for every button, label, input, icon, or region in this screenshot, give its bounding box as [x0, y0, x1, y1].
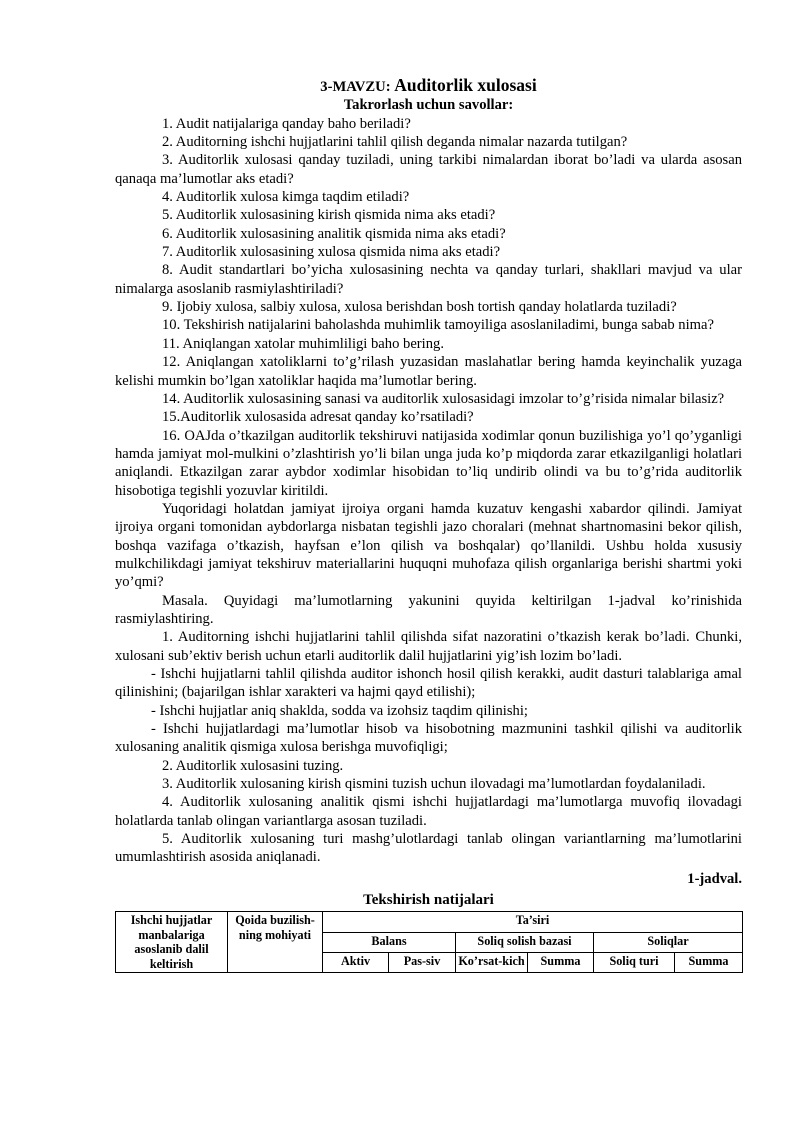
title-text: Auditorlik xulosasi [394, 75, 537, 95]
results-table [115, 911, 743, 973]
header-cell-asset: Aktiv [323, 953, 389, 973]
title-prefix: 3-MAVZU: [320, 79, 391, 95]
table-label: 1-jadval. [687, 870, 742, 887]
paragraph: 8. Audit standartlari bo’yicha xulosasining nechta va qanday turlari, shakllari mavjud va ular nimalarga asoslanib rasmiylashtiriladi? [115, 262, 742, 297]
paragraph: Yuqoridagi holatdan jamiyat ijroiya organi hamda kuzatuv kengashi xabardor qilindi. Jamiyat ijroiya organi tomonidan aybdorlarga nisbatan tegishli jazo choralari (mehnat shartnomasini bekor qilish, boshqa vazifaga o’tkazish, hayfsan e’lon qilish va boshqalar) qo’llanildi. Ushbu holda xususiy mulkchilikdagi jamiyat tekshiruv materiallarini huquqni muhofaza qilish organlariga berishi shartmi yoki yo’qmi? [115, 500, 742, 591]
header-cell-impact: Ta’siri [323, 912, 743, 932]
paragraph: 6. Auditorlik xulosasining analitik qismida nima aks etadi? [162, 225, 506, 242]
header-cell-violation: Qoida buzilish-ning mohiyati [228, 912, 323, 973]
paragraph: 1. Audit natijalariga qanday baho beriladi? [162, 115, 411, 132]
header-cell-taxes: Soliqlar [594, 932, 743, 952]
header-cell-tax-type: Soliq turi [594, 953, 675, 973]
header-cell-tax-base: Soliq solish bazasi [456, 932, 594, 952]
header-cell-tax-amount: Summa [675, 953, 743, 973]
paragraph: 4. Auditorlik xulosaning analitik qismi ishchi hujjatlardagi ma’lumotlarga muvofiq ilovadagi holatlarda tanlab olingan variantlarga asosan tuziladi. [115, 794, 742, 829]
bullet-paragraph: - Ishchi hujjatlar aniq shaklda, sodda va izohsiz taqdim qilinishi; [151, 702, 528, 719]
paragraph: Masala. Quyidagi ma’lumotlarning yakunini quyida keltirilgan 1-jadval ko’rinishida rasmiylashtiring. [115, 592, 742, 627]
paragraph: 7. Auditorlik xulosasining xulosa qismida nima aks etadi? [162, 244, 501, 261]
document-page [115, 76, 742, 973]
paragraph: 5. Auditorlik xulosasining kirish qismida nima aks etadi? [162, 207, 496, 224]
paragraph: 16. OAJda o’tkazilgan auditorlik tekshiruvi natijasida xodimlar qonun buzilishiga yo’l qo’yganligi hamda jamiyat mol-mulkini o’zlashtirish yo’li bilan unga juda ko’p miqdorda zarar etkazilganligi holatlari aniqlandi. Etkazilgan zarar aybdor xodimlar hisobidan to’liq undirib olindi va bu to’g’rida auditorlik hisobotiga tegishli yozuvlar kiritildi. [115, 427, 742, 499]
paragraph: 10. Tekshirish natijalarini baholashda muhimlik tamoyiliga asoslaniladimi, bunga sabab nima? [162, 317, 714, 334]
paragraph: 14. Auditorlik xulosasining sanasi va auditorlik xulosasidagi imzolar to’g’risida nimalar bilasiz? [162, 390, 725, 407]
paragraph: 12. Aniqlangan xatoliklarni to’g’rilash yuzasidan maslahatlar bering hamda keyinchalik yuzaga kelishi mumkin bo’lgan xatoliklar haqida ma’lumotlar bering. [115, 354, 742, 389]
paragraph: 2. Auditorlik xulosasini tuzing. [162, 757, 344, 774]
page-subtitle: Takrorlash uchun savollar: [343, 97, 514, 114]
body-text [115, 115, 742, 867]
table-caption: Tekshirish natijalari [363, 892, 494, 909]
paragraph: 5. Auditorlik xulosaning turi mashg’ulotlardagi tanlab olingan variantlarning ma’lumotlarini umumlashtirish asosida aniqlanadi. [115, 831, 742, 866]
header-cell-indicator: Ko’rsat-kich [456, 953, 528, 973]
page-title [115, 76, 742, 96]
header-cell-source: Ishchi hujjatlar manbalariga asoslanib dalil keltirish [116, 912, 228, 973]
paragraph: 3. Auditorlik xulosasi qanday tuziladi, uning tarkibi nimalardan iborat bo’ladi va ularda asosan qanaqa ma’lumotlar aks etadi? [115, 152, 742, 187]
header-cell-balance: Balans [323, 932, 456, 952]
bullet-paragraph: - Ishchi hujjatlarni tahlil qilishda auditor ishonch hosil qilish kerakki, audit dasturi talablariga amal qilinishini; (bajarilgan ishlar xarakteri va hajmi qayd etilishi); [115, 666, 742, 701]
header-cell-amount: Summa [528, 953, 594, 973]
paragraph: 2. Auditorning ishchi hujjatlarini tahlil qilish deganda nimalar nazarda tutilgan? [162, 134, 628, 151]
paragraph: 15.Auditorlik xulosasida adresat qanday ko’rsatiladi? [162, 409, 474, 426]
paragraph: 3. Auditorlik xulosaning kirish qismini tuzish uchun ilovadagi ma’lumotlardan foydalaniladi. [162, 776, 706, 793]
paragraph: 4. Auditorlik xulosa kimga taqdim etiladi? [162, 189, 410, 206]
paragraph: 11. Aniqlangan xatolar muhimliligi baho bering. [162, 335, 444, 352]
paragraph: 9. Ijobiy xulosa, salbiy xulosa, xulosa berishdan bosh tortish qanday holatlarda tuziladi? [162, 299, 677, 316]
header-cell-liability: Pas-siv [389, 953, 456, 973]
paragraph: 1. Auditorning ishchi hujjatlarini tahlil qilishda sifat nazoratini o’tkazish kerak bo’ladi. Chunki, xulosani sub’ektiv berish uchun etarli auditorlik dalil hujjatlarini yig’ish lozim bo’ladi. [115, 629, 742, 664]
bullet-paragraph: - Ishchi hujjatlardagi ma’lumotlar hisob va hisobotning mazmunini tashkil qilishi va auditorlik xulosaning analitik qismiga xulosa berishga muvofiqligi; [115, 721, 742, 756]
